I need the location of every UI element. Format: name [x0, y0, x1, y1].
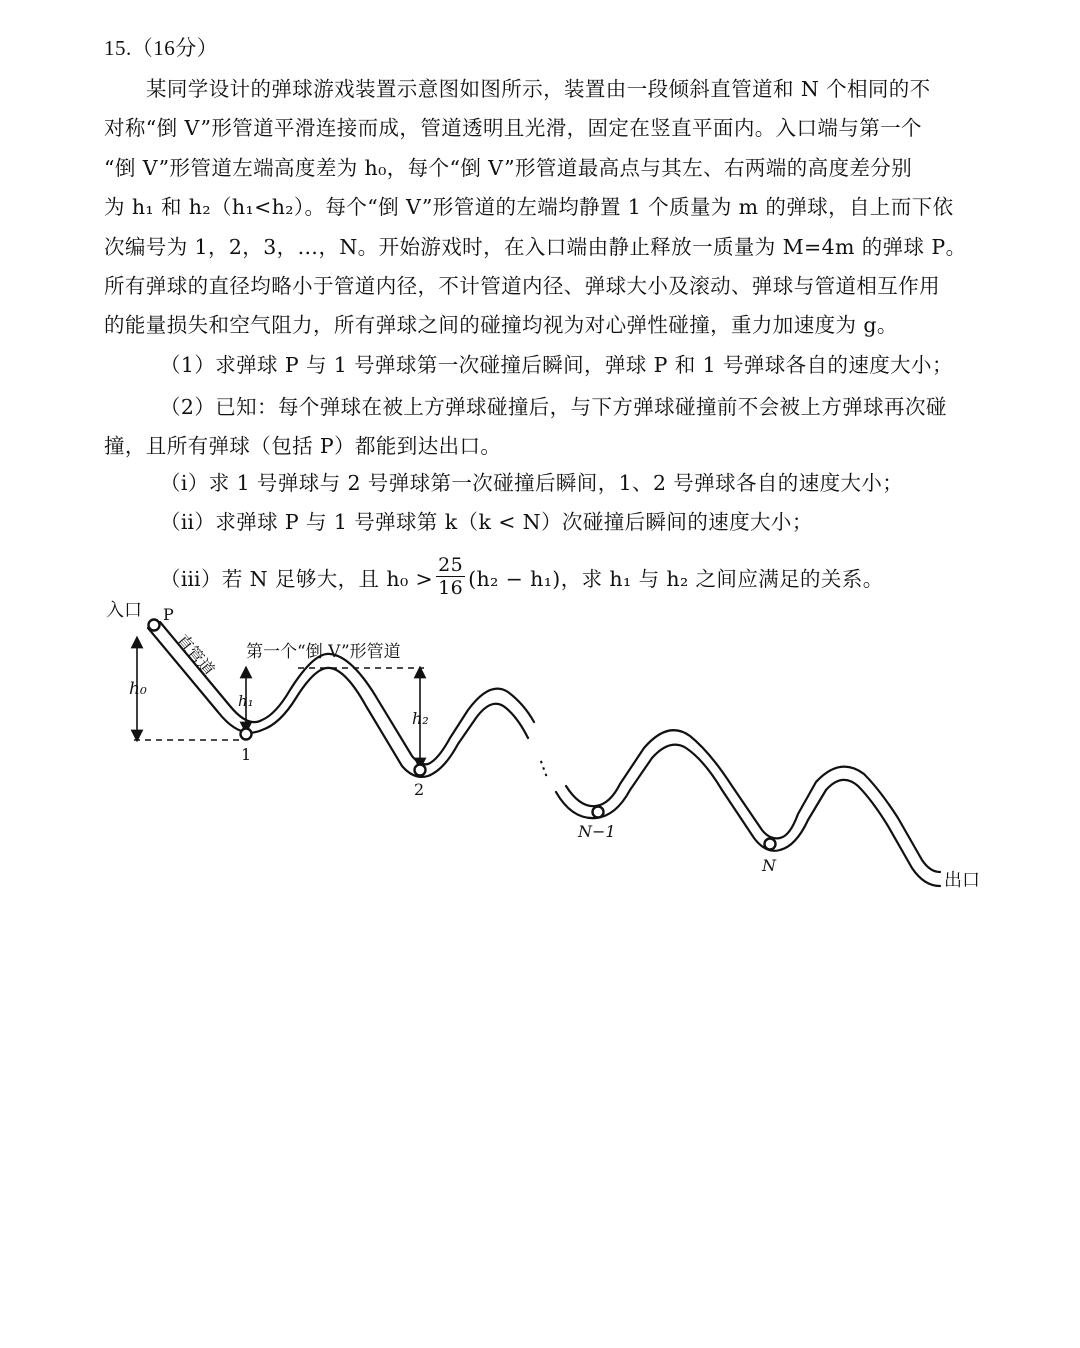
sub-question-2-line: （2）已知：每个弹球在被上方弹球碰撞后，与下方弹球碰撞前不会被上方弹球再次碰: [160, 395, 947, 419]
stem-line: 的能量损失和空气阻力，所有弹球之间的碰撞均视为对心弹性碰撞，重力加速度为 g。: [104, 313, 898, 338]
straight-pipe-label: 直管道: [172, 630, 219, 680]
h2-label: h₂: [412, 709, 429, 728]
fraction-denominator: 16: [438, 577, 464, 599]
stem-line: “倒 V”形管道左端高度差为 h₀，每个“倒 V”形管道最高点与其左、右两端的高度差分别: [104, 155, 913, 180]
ball-n: [765, 839, 776, 850]
sub-question-iii-prefix: （ⅲ）若 N 足够大，且 h₀ >: [160, 566, 434, 591]
first-v-pipe-label: 第一个“倒 V”形管道: [246, 642, 401, 662]
ball-n-label: N: [762, 856, 776, 875]
stem-line: 为 h₁ 和 h₂（h₁<h₂）。每个“倒 V”形管道的左端均静置 1 个质量为 m 的弹球，自上而下依: [104, 195, 954, 220]
h0-label: h₀: [129, 679, 147, 699]
ellipsis-label: ⋮: [529, 752, 557, 783]
ball-n-minus-1-label: N−1: [578, 822, 616, 841]
sub-question-i: （ⅰ）求 1 号弹球与 2 号弹球第一次碰撞后瞬间，1、2 号弹球各自的速度大小；: [160, 471, 904, 495]
ball-1-label: 1: [241, 745, 252, 764]
ball-p-label: P: [163, 605, 174, 624]
ball-p: [149, 620, 160, 631]
pipe-outer-line: [556, 745, 940, 886]
fraction-numerator: 25: [438, 554, 464, 576]
ball-2-label: 2: [414, 780, 425, 799]
inlet-label: 入口: [106, 600, 142, 621]
ball-1: [241, 729, 252, 740]
ball-2: [415, 765, 426, 776]
sub-question-2-line: 撞，且所有弹球（包括 P）都能到达出口。: [104, 434, 502, 459]
stem-line: 所有弹球的直径均略小于管道内径，不计管道内径、弹球大小及滚动、弹球与管道相互作用: [104, 274, 940, 299]
ball-n-minus-1: [593, 807, 604, 818]
balls: [149, 620, 776, 850]
sub-question-1: （1）求弹球 P 与 1 号弹球第一次碰撞后瞬间，弹球 P 和 1 号弹球各自的速度大小；: [160, 353, 953, 377]
stem-line: 次编号为 1，2，3，…，N。开始游戏时，在入口端由静止释放一质量为 M=4m 的弹球 P。: [104, 234, 967, 259]
sub-question-ii: （ⅱ）求弹球 P 与 1 号弹球第 k（k < N）次碰撞后瞬间的速度大小；: [160, 510, 813, 534]
question-number: 15.（16分）: [104, 36, 219, 60]
h1-label: h₁: [238, 692, 254, 710]
sub-question-iii-suffix: (h₂ − h₁)，求 h₁ 与 h₂ 之间应满足的关系。: [468, 566, 884, 591]
stem-line: 某同学设计的弹球游戏装置示意图如图所示，装置由一段倾斜直管道和 N 个相同的不: [146, 77, 931, 101]
outlet-label: 出口: [944, 870, 980, 891]
stem-line: 对称“倒 V”形管道平滑连接而成，管道透明且光滑，固定在竖直平面内。入口端与第一个: [104, 116, 922, 141]
